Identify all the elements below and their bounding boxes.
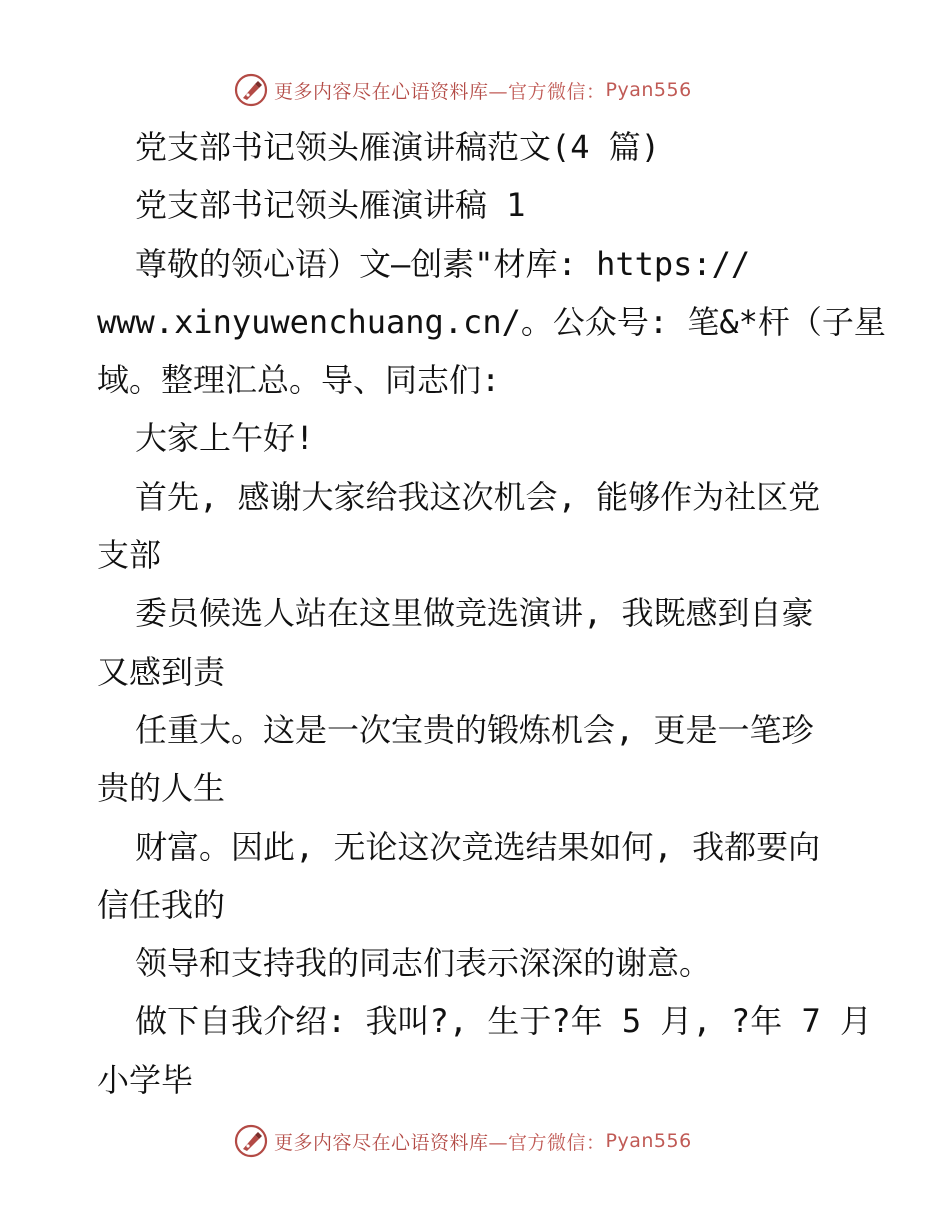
footer-banner	[234, 1123, 692, 1159]
banner-wechat-label: —官方微信：	[488, 80, 606, 103]
text-line: 做下自我介绍: 我叫?, 生于?年 5 月, ?年 7 月	[135, 1002, 872, 1041]
text-line: 尊敬的领心语）文—创素"材库: https://	[135, 244, 751, 283]
banner-wechat-account: Pyan556	[605, 79, 692, 101]
document-body	[97, 118, 886, 1109]
text-line: www.xinyuwenchuang.cn/。公众号: 笔&*杆（子星	[97, 302, 886, 341]
pen-nib-logo-icon	[234, 1124, 268, 1158]
text-line: 又感到责	[97, 652, 226, 691]
document-title: 党支部书记领头雁演讲稿范文(4 篇)	[135, 128, 661, 166]
pen-nib-logo-icon	[234, 73, 268, 107]
text-line: 支部	[97, 536, 162, 575]
text-line: 域。整理汇总。导、同志们:	[97, 361, 501, 400]
text-line: 委员候选人站在这里做竞选演讲, 我既感到自豪	[135, 594, 814, 633]
text-line: 信任我的	[97, 885, 226, 924]
text-line: 领导和支持我的同志们表示深深的谢意。	[135, 944, 712, 983]
banner-main-text: 更多内容尽在心语资料库	[274, 80, 489, 103]
banner-wechat-label: —官方微信：	[488, 1131, 606, 1154]
banner-main-text: 更多内容尽在心语资料库	[274, 1131, 489, 1154]
text-line: 财富。因此, 无论这次竞选结果如何, 我都要向	[135, 827, 821, 866]
header-banner	[234, 72, 692, 108]
section-heading: 党支部书记领头雁演讲稿 1	[135, 186, 526, 225]
banner-wechat-account: Pyan556	[605, 1130, 692, 1152]
text-line: 小学毕	[97, 1060, 194, 1099]
text-line: 任重大。这是一次宝贵的锻炼机会, 更是一笔珍	[135, 710, 814, 749]
text-line: 大家上午好!	[135, 419, 315, 458]
text-line: 贵的人生	[97, 769, 226, 808]
text-line: 首先, 感谢大家给我这次机会, 能够作为社区党	[135, 477, 821, 516]
